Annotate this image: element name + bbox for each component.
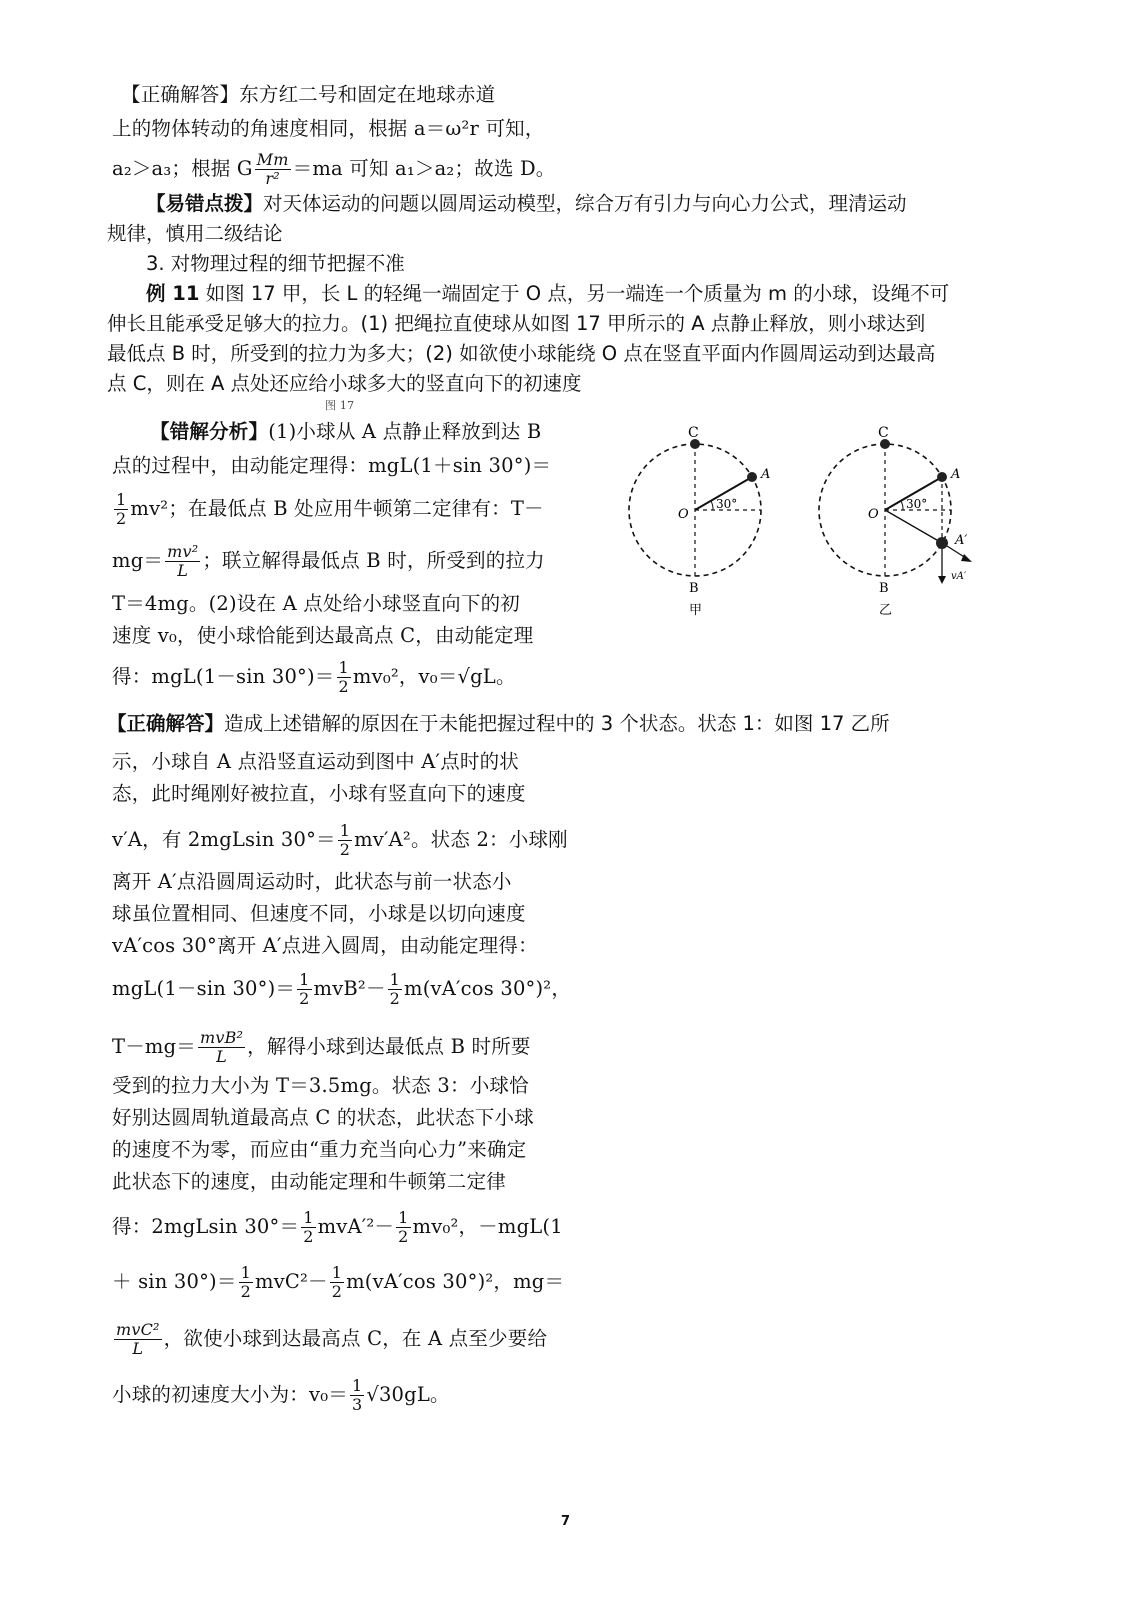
example-line-3: 最低点 B 时，所受到的拉力为多大；(2) 如欲使小球能绕 O 点在竖直平面内作圆周运动到达最高 [107,342,936,365]
fraction: $\frac{1}{3}$ [351,1376,363,1414]
correct-line-0: 【正确解答】造成上述错解的原因在于未能把握过程中的 3 个状态。状态 1：如图 17 乙所 [107,712,890,735]
label-b: B [879,581,889,596]
fraction: $\frac{1}{2}$ [331,1263,343,1301]
angle-arc [711,501,713,510]
fraction: $\frac{1}{2}$ [303,1208,314,1246]
fraction: $\frac{Mm}{\text{r²}}$ [256,150,289,188]
correct-line-13: 得：2mgLsin 30°＝ $\frac{1}{2}$ mvA′²－ $\frac{1}{2}$ mv₀²，－mgL(1 [112,1208,563,1246]
fraction: $\frac{\text{mvB²}}{L}$ [199,1028,244,1066]
fraction: $\frac{1}{2}$ [240,1263,251,1301]
fraction: $\frac{1}{2}$ [398,1208,409,1246]
wrong-line-2: 点的过程中，由动能定理得：mgL(1＋sin 30°)＝ [112,454,552,477]
example-label: 例 11 [146,282,200,305]
correct-line-3: v′A，有 2mgLsin 30°＝ $\frac{1}{2}$ mv′A²。状态 2：小球刚 [112,821,568,859]
correct-line-16: 小球的初速度大小为：v₀＝ $\frac{1}{3}$ √30gL。 [112,1376,450,1414]
wrong-label: 【错解分析】 [150,420,269,443]
ball-a-prime [936,537,948,549]
label-a-prime: A′ [955,533,968,548]
tip-line-1: 【易错点拨】对天体运动的问题以圆周运动模型，综合万有引力与向心力公式，理清运动 [146,192,907,215]
text: ＝ma 可知 a₁＞a₂；故选 D。 [292,157,556,180]
figure-17-diagram [618,420,1018,630]
correct-line-12: 此状态下的速度，由动能定理和牛顿第二定律 [112,1170,507,1193]
correct-line-10: 好别达圆周轨道最高点 C 的状态，此状态下小球 [112,1106,534,1129]
figure-yi [819,425,972,618]
answer-line-3 [112,152,555,187]
figure-caption-cut: 图 17 [325,399,355,412]
text: 上的物体转动的角速度相同，根据 a＝ω²r 可知， [112,117,545,140]
correct-label: 【正确解答】 [107,712,225,735]
correct-line-14: ＋ sin 30°)＝ $\frac{1}{2}$ mvC²－ $\frac{1}{2}$ m(vA′cos 30°)²，mg＝ [112,1263,565,1301]
text: a₂＞a₃；根据 G [112,157,253,180]
correct-line-4: 离开 A′点沿圆周运动时，此状态与前一状态小 [112,870,512,893]
fraction: $\frac{1}{2}$ [299,970,310,1008]
wrong-line-7: 得：mgL(1－sin 30°)＝ $\frac{1}{2}$ mv₀²，v₀＝√gL。 [112,658,516,696]
label-o: O [868,507,879,522]
figure-jia [629,425,770,618]
wrong-line-6: 速度 v₀，使小球恰能到达最高点 C，由动能定理 [112,624,534,647]
text: 【正确解答】东方红二号和固定在地球赤道 [121,83,496,106]
answer-line-1 [121,81,495,109]
example-line-4: 点 C，则在 A 点处还应给小球多大的竖直向下的初速度 [107,372,582,395]
correct-line-9: 受到的拉力大小为 T＝3.5mg。状态 3：小球恰 [112,1074,529,1097]
fraction: $\frac{\text{mv²}}{L}$ [167,542,199,580]
arrow-head [938,576,946,584]
label-jia: 甲 [689,603,703,618]
correct-line-8: T－mg＝ $\frac{\text{mvB²}}{L}$ ，解得小球到达最低点 B 时所要 [112,1028,531,1066]
label-angle: 30° [716,497,738,511]
correct-line-15: $\frac{\text{mvC²}}{L}$ ，欲使小球到达最高点 C，在 A 点至少要给 [116,1320,548,1358]
correct-line-6: vA′cos 30°离开 A′点进入圆周，由动能定理得： [112,934,538,957]
correct-line-5: 球虽位置相同、但速度不同，小球是以切向速度 [112,902,526,925]
label-yi: 乙 [879,603,893,618]
label-o: O [678,507,689,522]
fraction: $\frac{\text{mvC²}}{L}$ [116,1320,160,1358]
tip-line-2: 规律，慎用二级结论 [107,222,283,245]
fraction: $\frac{1}{2}$ [338,658,349,696]
correct-line-2: 态，此时绳刚好被拉直，小球有竖直向下的速度 [112,782,526,805]
example-line-1: 例 11 如图 17 甲，长 L 的轻绳一端固定于 O 点，另一端连一个质量为 m 的小球，设绳不可 [146,282,950,305]
wrong-line-5: T＝4mg。(2)设在 A 点处给小球竖直向下的初 [112,592,520,615]
fraction: $\frac{1}{2}$ [339,821,351,859]
rope-a-prime [885,510,942,543]
tip-label: 【易错点拨】 [146,192,264,215]
fraction: $\frac{1}{2}$ [389,970,401,1008]
wrong-line-3: $\frac{1}{2}$ mv²；在最低点 B 处应用牛顿第二定律有：T－ [116,490,544,528]
ball-a [937,472,947,482]
ball-a [747,472,757,482]
wrong-line-4: mg＝ $\frac{\text{mv²}}{L}$ ；联立解得最低点 B 时，所受到的拉力 [112,542,545,580]
angle-arc [901,501,903,510]
example-line-2: 伸长且能承受足够大的拉力。(1) 把绳拉直使球从如图 17 甲所示的 A 点静止释放，则小球达到 [107,312,926,335]
fraction: $\frac{1}{2}$ [116,490,127,528]
wrong-line-1: 【错解分析】(1)小球从 A 点静止释放到达 B [150,420,542,443]
answer-line-2 [112,115,545,143]
page-number: 7 [560,1514,571,1529]
label-c: C [878,425,889,441]
label-angle: 30° [906,497,928,511]
correct-line-11: 的速度不为零，而应由“重力充当向心力”来确定 [112,1138,527,1161]
label-a: A [951,467,961,482]
label-b: B [689,581,699,596]
label-a: A [761,467,771,482]
section-heading: 3. 对物理过程的细节把握不准 [146,252,405,275]
correct-line-7: mgL(1－sin 30°)＝ $\frac{1}{2}$ mvB²－ $\frac{1}{2}$ m(vA′cos 30°)²， [112,970,572,1008]
correct-line-1: 示，小球自 A 点沿竖直运动到图中 A′点时的状 [112,750,519,773]
label-velocity: vA′ [951,571,967,582]
label-c: C [688,425,699,441]
